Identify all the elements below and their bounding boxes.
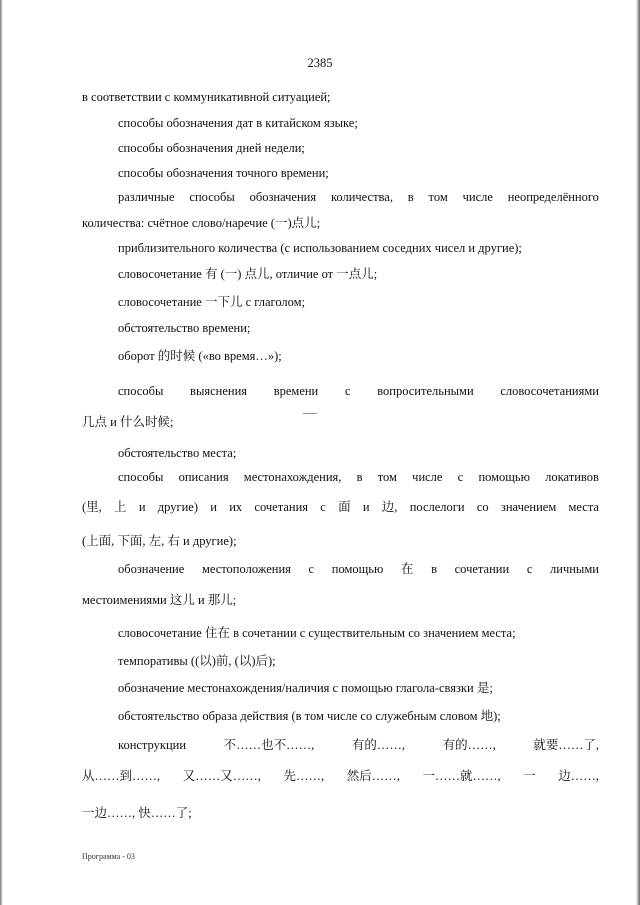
text-line-justified [118, 383, 599, 399]
word: 边……, [558, 769, 599, 783]
word: числе [462, 190, 493, 204]
word: 然后……, [346, 769, 400, 783]
word: способы [118, 470, 164, 484]
word: местонахождения, [243, 470, 342, 484]
text-line: способы обозначения дат в китайском языке; [118, 116, 358, 130]
word: обозначения [249, 190, 317, 204]
word: 有的……, [351, 738, 405, 752]
text-line: способы обозначения дней недели; [118, 141, 305, 155]
word: том [377, 470, 397, 484]
word: значением [500, 500, 557, 514]
word: том [428, 190, 448, 204]
word: и [362, 500, 370, 514]
text-line: местоимениями 这儿 и 那儿; [82, 593, 237, 607]
word: с [320, 500, 326, 514]
text-line: 一边……, 快……了; [82, 806, 192, 820]
word: в [431, 562, 437, 576]
word: (里, [82, 500, 102, 514]
word: со [476, 500, 489, 514]
text-line-justified [118, 189, 599, 205]
word: времени [273, 384, 319, 398]
word: в [407, 190, 414, 204]
word: 从……到……, [82, 769, 161, 783]
word: сочетания [254, 500, 309, 514]
footer-label: Программа - 03 [82, 852, 135, 861]
text-line: обстоятельство образа действия (в том числе со служебным словом 地); [118, 709, 501, 723]
word: локативов [545, 470, 599, 484]
word: помощью [331, 562, 384, 576]
word: их [229, 500, 243, 514]
word: местоположения [201, 562, 291, 576]
word: 又……又……, [182, 769, 261, 783]
word: словосочетаниями [500, 384, 599, 398]
text-line: обстоятельство места; [118, 446, 237, 460]
word: и [210, 500, 217, 514]
word: различные [118, 190, 175, 204]
text-line: способы обозначения точного времени; [118, 166, 329, 180]
word: 就要……了, [533, 738, 599, 752]
text-line-justified [118, 737, 599, 753]
word: неопределённого [507, 190, 599, 204]
text-line: обозначение местонахождения/наличия с помощью глагола-связки 是; [118, 681, 493, 695]
text-line-justified [82, 499, 599, 515]
word: описания [178, 470, 229, 484]
word: конструкции [118, 738, 187, 752]
text-line: обстоятельство времени; [118, 321, 251, 335]
text-line: словосочетание 住在 в сочетании с существительным со значением места; [118, 626, 516, 640]
word: послелоги [409, 500, 465, 514]
word: 上 [114, 500, 127, 514]
word: 一……就……, [422, 769, 501, 783]
word: 有的……, [442, 738, 496, 752]
word: выяснения [190, 384, 248, 398]
word: помощью [478, 470, 530, 484]
word: количества, [330, 190, 393, 204]
text-line-justified [118, 561, 599, 577]
text-line: количества: счётное слово/наречие (一)点儿; [82, 216, 321, 230]
text-line: оборот 的时候 («во время…»); [118, 349, 282, 363]
scan-edge-left [0, 0, 3, 905]
scan-speck [303, 413, 317, 414]
word: места [568, 500, 599, 514]
word: числе [412, 470, 443, 484]
text-line: словосочетание 有 (一) 点儿, отличие от 一点儿; [118, 267, 378, 281]
page-number: 2385 [307, 56, 333, 70]
word: личными [550, 562, 599, 576]
text-line: (上面, 下面, 左, 右 и другие); [82, 534, 237, 548]
text-line-justified [118, 469, 599, 485]
word: 先……, [283, 769, 325, 783]
text-line: 几点 и 什么时候; [82, 415, 174, 429]
text-line: темпоративы ((以)前, (以)后); [118, 654, 276, 668]
word: с [526, 562, 533, 576]
word: 在 [400, 562, 414, 576]
word: способы [189, 190, 235, 204]
word: 不……也不……, [223, 738, 315, 752]
word: способы [118, 384, 164, 398]
word: с [457, 470, 464, 484]
word: другие) [157, 500, 198, 514]
text-line: словосочетание 一下儿 с глаголом; [118, 295, 306, 309]
word: 面 [338, 500, 351, 514]
text-line: приблизительного количества (с использованием соседних чисел и другие); [118, 241, 522, 255]
word: с [308, 562, 315, 576]
text-line-justified [82, 768, 599, 784]
word: вопросительными [377, 384, 474, 398]
word: и [138, 500, 146, 514]
word: в [356, 470, 363, 484]
word: обозначение [118, 562, 185, 576]
word: 一 [523, 769, 536, 783]
word: 边, [381, 500, 398, 514]
scan-edge-right [636, 0, 640, 905]
text-line: в соответствии с коммуникативной ситуацией; [82, 90, 331, 104]
word: с [344, 384, 351, 398]
word: сочетании [454, 562, 510, 576]
